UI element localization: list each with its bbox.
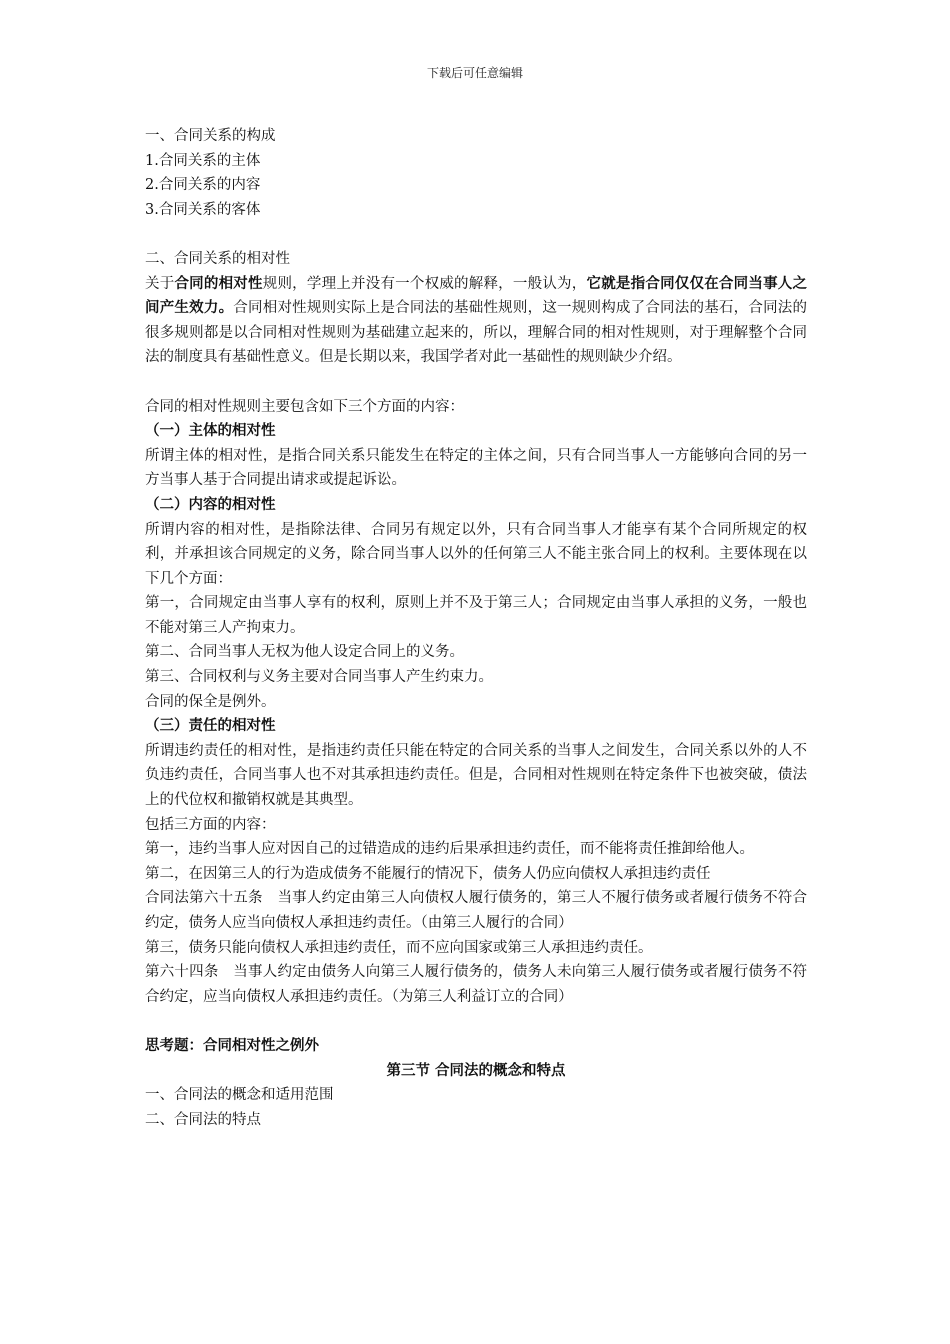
paragraph: 第二、合同当事人无权为他人设定合同上的义务。 <box>145 644 464 661</box>
paragraph: 包括三方面的内容： <box>145 816 276 833</box>
paragraph: 第三、合同权利与义务主要对合同当事人产生约束力。 <box>145 669 493 686</box>
list-item: 一、合同法的概念和适用范围 <box>145 1087 334 1104</box>
paragraph: 所谓内容的相对性，是指除法律、合同另有规定以外，只有合同当事人才能享有某个合同所规定的权利，并承担该合同规定的义务，除合同当事人以外的任何第三人不能主张合同上的权利。主要体现在以下几个方面： <box>145 521 807 587</box>
question-heading: 思考题：合同相对性之例外 <box>145 1037 319 1054</box>
subheading-liability: （三）责任的相对性 <box>145 718 276 735</box>
list-item: 2.合同关系的内容 <box>145 177 261 194</box>
paragraph: 所谓违约责任的相对性，是指违约责任只能在特定的合同关系的当事人之间发生，合同关系以外的人不负违约责任，合同当事人也不对其承担违约责任。但是，合同相对性规则在特定条件下也被突破，债法上的代位权和撤销权就是其典型。 <box>145 742 807 809</box>
list-item: 二、合同法的特点 <box>145 1111 261 1128</box>
paragraph: 第一，合同规定由当事人享有的权利，原则上并不及于第三人；合同规定由当事人承担的义务，一般也不能对第三人产拘束力。 <box>145 595 807 636</box>
intro-bold-term: 合同的相对性 <box>174 275 263 292</box>
subheading-content: （二）内容的相对性 <box>145 496 276 513</box>
blank-line <box>145 222 807 247</box>
intro-text: 合同相对性规则实际上是合同法的基础性规则，这一规则构成了合同法的基石，合同法的很多规则都是以合同相对性规则为基础建立起来的，所以，理解合同的相对性规则，对于理解整个合同法的制度具有基础性意义。但是长期以来，我国学者对此一基础性的规则缺少介绍。 <box>145 300 807 366</box>
paragraph: 合同的保全是例外。 <box>145 693 276 710</box>
document-body <box>145 124 807 1132</box>
blank-line <box>145 1009 807 1034</box>
section1-title: 一、合同关系的构成 <box>145 128 276 144</box>
blank-line <box>145 370 807 395</box>
intro-bold-definition: 它就是指合同仅仅在合同当事人之间产生效力。 <box>145 275 808 317</box>
section3-title: 第三节 合同法的概念和特点 <box>386 1062 566 1079</box>
section2-title: 二、合同关系的相对性 <box>145 250 290 267</box>
page-header-note: 下载后可任意编辑 <box>426 66 523 80</box>
paragraph: 第三，债务只能向债权人承担违约责任，而不应向国家或第三人承担违约责任。 <box>145 939 653 956</box>
paragraph: 第二，在因第三人的行为造成债务不能履行的情况下，债务人仍应向债权人承担违约责任 <box>145 865 711 882</box>
lead-paragraph: 合同的相对性规则主要包含如下三个方面的内容： <box>145 398 464 415</box>
list-item: 1.合同关系的主体 <box>145 152 261 169</box>
intro-text: 规则，学理上并没有一个权威的解释，一般认为， <box>262 275 587 292</box>
subheading-subject: （一）主体的相对性 <box>145 423 276 440</box>
intro-text: 关于 <box>145 275 175 292</box>
paragraph: 所谓主体的相对性，是指合同关系只能发生在特定的主体之间，只有合同当事人一方能够向合同的另一方当事人基于合同提出请求或提起诉讼。 <box>145 447 807 489</box>
paragraph: 合同法第六十五条 当事人约定由第三人向债权人履行债务的，第三人不履行债务或者履行债务不符合约定，债务人应当向债权人承担违约责任。（由第三人履行的合同） <box>145 890 807 931</box>
paragraph: 第六十四条 当事人约定由债务人向第三人履行债务的，债务人未向第三人履行债务或者履行债务不符合约定，应当向债权人承担违约责任。（为第三人利益订立的合同） <box>145 964 807 1005</box>
intro-paragraph <box>145 272 807 370</box>
paragraph: 第一，违约当事人应对因自己的过错造成的违约后果承担违约责任，而不能将责任推卸给他人。 <box>145 841 754 858</box>
list-item: 3.合同关系的客体 <box>145 201 261 218</box>
